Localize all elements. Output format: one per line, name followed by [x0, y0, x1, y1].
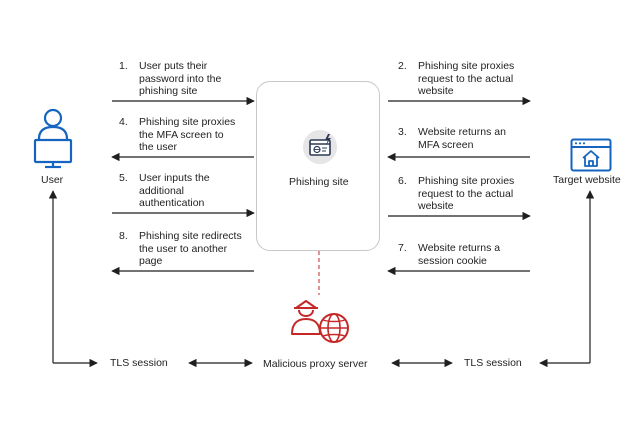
step-text: Website returns a session cookie	[418, 242, 501, 267]
step-number: 5.	[119, 172, 128, 184]
step-3	[398, 126, 538, 156]
step-text: Website returns an MFA screen	[418, 126, 506, 151]
step-4	[119, 116, 259, 156]
step-2	[398, 60, 538, 100]
tls-session-left-label: TLS session	[110, 357, 168, 369]
step-7	[398, 242, 538, 272]
target-website-label: Target website	[553, 174, 621, 186]
step-number: 7.	[398, 242, 407, 254]
phishing-site-icon	[302, 129, 338, 165]
proxy-server-label: Malicious proxy server	[263, 358, 368, 370]
step-text: User puts their password into the phishing site	[139, 60, 222, 97]
step-6	[398, 175, 538, 215]
step-5	[119, 172, 259, 212]
step-1	[119, 60, 259, 100]
user-label: User	[41, 174, 64, 186]
step-number: 4.	[119, 116, 128, 128]
tls-session-right-label: TLS session	[464, 357, 522, 369]
phishing-site-label: Phishing site	[289, 176, 349, 188]
step-number: 3.	[398, 126, 407, 138]
step-number: 2.	[398, 60, 407, 72]
phishing-site-box	[256, 81, 380, 251]
step-number: 8.	[119, 230, 128, 242]
step-text: Phishing site proxies request to the actual website	[418, 60, 515, 97]
step-text: Phishing site proxies request to the actual website	[418, 175, 515, 212]
step-number: 6.	[398, 175, 407, 187]
step-text: User inputs the additional authentication	[139, 172, 210, 209]
step-8	[119, 230, 259, 270]
user-computer-icon	[30, 107, 76, 169]
hacker-globe-icon	[290, 298, 356, 348]
website-home-icon	[570, 138, 612, 172]
step-text: Phishing site proxies the MFA screen to the user	[139, 116, 236, 153]
step-text: Phishing site redirects the user to another page	[139, 230, 242, 267]
step-number: 1.	[119, 60, 128, 72]
